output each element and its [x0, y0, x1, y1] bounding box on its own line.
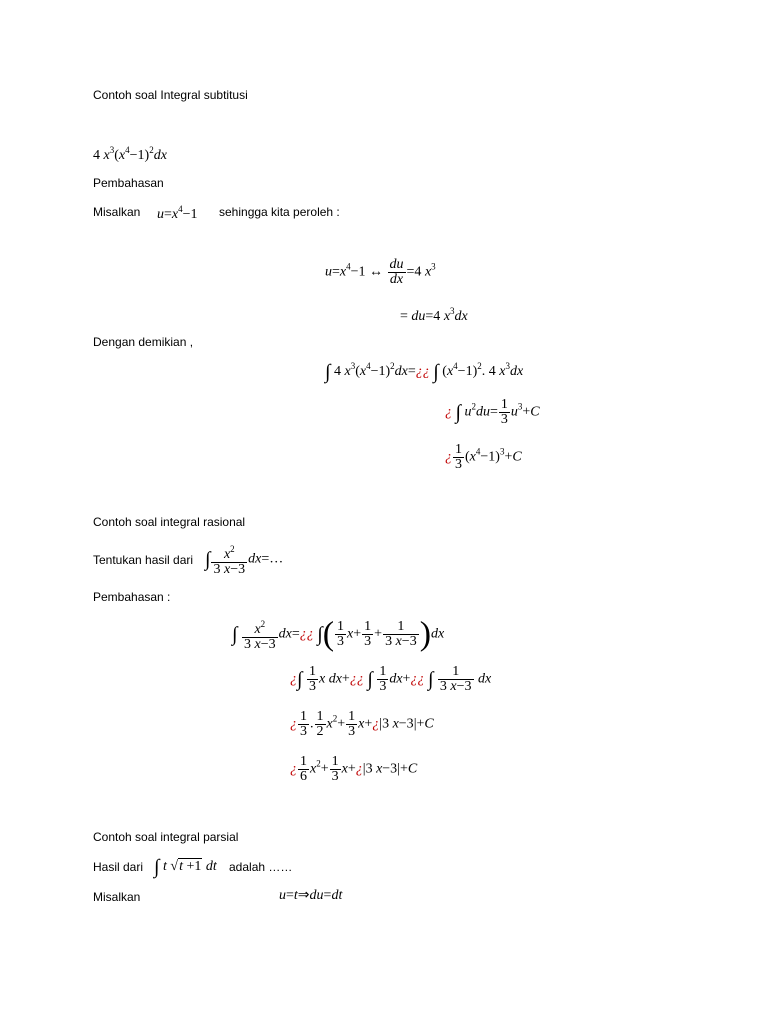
- label-pembahasan-1: Pembahasan: [93, 176, 164, 190]
- equation-problem-1: 4 $x^3(x^4-1)^2dx$: [93, 145, 167, 163]
- equation-integral-2: ¿ ∫ $u^2du=$ $\frac{1}{3}$ $u^3+C$: [445, 397, 540, 427]
- equation-integral-1: ∫ 4 $x^3(x^4-1)^2dx=¿¿$ ∫ $(x^4-1)^2$. 4 $x^3dx$: [325, 361, 524, 383]
- equation-rational-2: ¿∫ $\frac{1}{3}$ x dx+¿¿ ∫ $\frac{1}{3}$ dx+¿¿ ∫ $\frac{1}{3 x-3}$ dx: [290, 664, 492, 694]
- label-adalah: adalah ……: [229, 860, 293, 874]
- label-misalkan-1: Misalkan: [93, 205, 141, 219]
- equation-rational-1: ∫ $\frac{x^2}{3 x-3}$ dx=¿¿ ∫( $\frac{1}{3}$ x+ $\frac{1}{3}$ + $\frac{1}{3 x-3}$ )dx: [232, 615, 445, 653]
- section-title-substitusi: Contoh soal Integral subtitusi: [93, 88, 248, 102]
- equation-integral-3: ¿ $\frac{1}{3}$ $(x^4-1)^3+C$: [445, 442, 522, 472]
- equation-parsial-substitution: u=t⇒du=dt: [279, 888, 343, 903]
- equation-substitution: $u=x^4-1$: [157, 204, 198, 222]
- label-tentukan: Tentukan hasil dari: [93, 553, 194, 567]
- label-hasil-dari: Hasil dari: [93, 860, 144, 874]
- section-title-parsial: Contoh soal integral parsial: [93, 830, 239, 844]
- equation-problem-2: ∫ $\frac{x^2}{3 x-3}$ dx=…: [205, 544, 284, 577]
- label-pembahasan-2: Pembahasan :: [93, 590, 171, 604]
- equation-problem-3: ∫ t √t +1 dt: [154, 856, 217, 878]
- equation-rational-4: ¿ $\frac{1}{6}$ $x^2+$ $\frac{1}{3}$ x+¿|3 x−3|+C: [290, 754, 418, 784]
- equation-du: = du=4 $x^3dx$: [400, 306, 468, 324]
- section-title-rasional: Contoh soal integral rasional: [93, 515, 246, 529]
- label-misalkan-3: Misalkan: [93, 890, 141, 904]
- label-dengan-demikian: Dengan demikian ,: [93, 335, 194, 349]
- label-sehingga: sehingga kita peroleh :: [219, 205, 340, 219]
- equation-rational-3: ¿ $\frac{1}{3}$ . $\frac{1}{2}$ $x^2+$ $\frac{1}{3}$ x+¿|3 x−3|+C: [290, 709, 434, 739]
- equation-derivative: $u=x^4-1$ ↔ $\frac{du}{dx}$ =4 $x^3$: [325, 257, 436, 287]
